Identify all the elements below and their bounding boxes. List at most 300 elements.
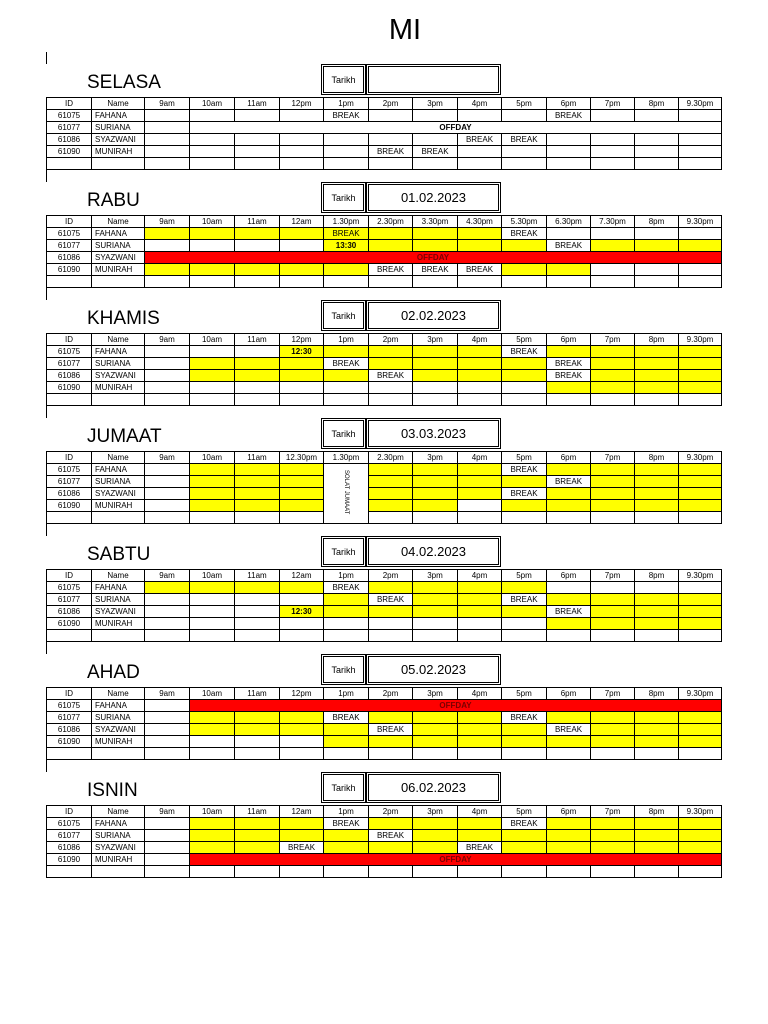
header-row — [47, 334, 722, 346]
offday-cell: OFFDAY — [145, 252, 722, 264]
shift-cell — [547, 618, 591, 630]
empty-cell — [502, 146, 547, 158]
staff-name: SYAZWANI — [92, 488, 145, 500]
table-row — [47, 830, 722, 842]
shift-cell — [547, 830, 591, 842]
column-header: 1pm — [324, 806, 369, 818]
empty-cell — [280, 240, 324, 252]
column-header: Name — [92, 334, 145, 346]
shift-cell — [235, 358, 280, 370]
table-row — [47, 264, 722, 276]
shift-cell — [190, 818, 235, 830]
table-row — [47, 382, 722, 394]
shift-cell — [324, 606, 369, 618]
column-header: 8pm — [635, 806, 679, 818]
empty-cell — [145, 358, 190, 370]
staff-name: MUNIRAH — [92, 264, 145, 276]
column-header: 5pm — [502, 688, 547, 700]
shift-cell — [635, 712, 679, 724]
empty-cell — [591, 866, 635, 878]
shift-cell — [369, 476, 413, 488]
empty-cell — [369, 110, 413, 122]
shift-cell — [547, 842, 591, 854]
day-name: AHAD — [87, 662, 140, 683]
column-header: 2pm — [369, 570, 413, 582]
day-name: SABTU — [87, 544, 151, 565]
shift-cell — [502, 358, 547, 370]
empty-cell — [47, 394, 92, 406]
empty-cell — [591, 158, 635, 170]
shift-cell — [235, 712, 280, 724]
table-row — [47, 228, 722, 240]
shift-cell — [679, 240, 722, 252]
column-header: 12.30pm — [280, 452, 324, 464]
date-field: 03.03.2023 — [366, 418, 501, 449]
column-header: 8pm — [635, 570, 679, 582]
shift-cell — [591, 830, 635, 842]
column-header: 5pm — [502, 452, 547, 464]
empty-cell — [458, 630, 502, 642]
empty-cell — [591, 276, 635, 288]
column-header: ID — [47, 452, 92, 464]
shift-cell — [235, 488, 280, 500]
empty-cell — [280, 748, 324, 760]
staff-name: SURIANA — [92, 712, 145, 724]
date-field: 04.02.2023 — [366, 536, 501, 567]
break-cell: BREAK — [324, 818, 369, 830]
empty-cell — [635, 134, 679, 146]
shift-cell — [635, 736, 679, 748]
column-header: 4pm — [458, 98, 502, 110]
date-field: 01.02.2023 — [366, 182, 501, 213]
table-row — [47, 582, 722, 594]
empty-cell — [145, 700, 190, 712]
shift-cell — [458, 346, 502, 358]
table-row — [47, 488, 722, 500]
shift-cell — [369, 712, 413, 724]
empty-cell — [369, 618, 413, 630]
empty-cell — [591, 630, 635, 642]
empty-cell — [547, 228, 591, 240]
empty-cell — [679, 630, 722, 642]
shift-cell — [458, 358, 502, 370]
shift-cell — [190, 370, 235, 382]
break-cell: BREAK — [369, 594, 413, 606]
shift-cell — [324, 736, 369, 748]
staff-name: SURIANA — [92, 594, 145, 606]
shift-cell — [413, 476, 458, 488]
solat-jumaat-cell — [324, 464, 369, 524]
empty-cell — [679, 748, 722, 760]
table-row — [47, 594, 722, 606]
staff-id: 61075 — [47, 582, 92, 594]
empty-cell — [145, 370, 190, 382]
empty-cell — [679, 276, 722, 288]
staff-id: 61086 — [47, 252, 92, 264]
empty-cell — [324, 146, 369, 158]
empty-cell — [679, 394, 722, 406]
column-header: 7pm — [591, 688, 635, 700]
empty-cell — [235, 512, 280, 524]
table-row — [47, 464, 722, 476]
shift-cell — [635, 724, 679, 736]
shift-cell — [190, 488, 235, 500]
shift-cell — [190, 830, 235, 842]
shift-cell — [679, 606, 722, 618]
column-header: 6pm — [547, 98, 591, 110]
shift-cell — [502, 370, 547, 382]
shift-cell — [679, 488, 722, 500]
staff-id: 61077 — [47, 712, 92, 724]
tarikh-label: Tarikh — [321, 654, 366, 685]
empty-cell — [190, 606, 235, 618]
shift-cell — [679, 370, 722, 382]
shift-cell — [635, 382, 679, 394]
empty-cell — [280, 276, 324, 288]
staff-name: SYAZWANI — [92, 606, 145, 618]
empty-cell — [235, 240, 280, 252]
empty-cell — [324, 134, 369, 146]
empty-cell — [145, 830, 190, 842]
margin-mark — [46, 52, 47, 64]
date-field: 06.02.2023 — [366, 772, 501, 803]
staff-name: SYAZWANI — [92, 370, 145, 382]
break-cell: BREAK — [547, 724, 591, 736]
column-header: 10am — [190, 216, 235, 228]
shift-cell — [280, 358, 324, 370]
empty-cell — [324, 382, 369, 394]
column-header: 4pm — [458, 570, 502, 582]
empty-cell — [635, 866, 679, 878]
staff-name: FAHANA — [92, 700, 145, 712]
empty-cell — [413, 748, 458, 760]
staff-name: MUNIRAH — [92, 382, 145, 394]
shift-cell — [547, 382, 591, 394]
shift-cell — [413, 228, 458, 240]
empty-cell — [235, 146, 280, 158]
empty-cell — [458, 512, 502, 524]
empty-cell — [369, 866, 413, 878]
blank-row — [47, 630, 722, 642]
table-row — [47, 842, 722, 854]
shift-cell — [635, 488, 679, 500]
break-cell: BREAK — [502, 818, 547, 830]
shift-cell — [324, 346, 369, 358]
empty-cell — [502, 866, 547, 878]
empty-cell — [190, 394, 235, 406]
column-header: 8pm — [635, 334, 679, 346]
empty-cell — [458, 276, 502, 288]
blank-row — [47, 866, 722, 878]
shift-cell — [635, 618, 679, 630]
header-row — [47, 688, 722, 700]
empty-cell — [635, 264, 679, 276]
shift-cell — [324, 370, 369, 382]
table-row — [47, 240, 722, 252]
shift-cell — [413, 594, 458, 606]
column-header: 7pm — [591, 570, 635, 582]
column-header: 2pm — [369, 806, 413, 818]
empty-cell — [591, 228, 635, 240]
break-cell: BREAK — [547, 476, 591, 488]
shift-cell — [502, 264, 547, 276]
shift-cell — [679, 830, 722, 842]
day-section-jumaat — [0, 406, 768, 536]
empty-cell — [591, 146, 635, 158]
header-row — [47, 806, 722, 818]
empty-cell — [235, 618, 280, 630]
start-time-cell: 12:30 — [280, 606, 324, 618]
column-header: 8pm — [635, 216, 679, 228]
empty-cell — [324, 158, 369, 170]
shift-cell — [591, 842, 635, 854]
column-header: 9am — [145, 334, 190, 346]
shift-cell — [547, 464, 591, 476]
schedule-table — [46, 97, 722, 170]
shift-cell — [458, 736, 502, 748]
break-cell: BREAK — [547, 606, 591, 618]
shift-cell — [502, 500, 547, 512]
table-row — [47, 618, 722, 630]
staff-name: SYAZWANI — [92, 724, 145, 736]
shift-cell — [458, 464, 502, 476]
shift-cell — [145, 228, 190, 240]
day-section-rabu — [0, 170, 768, 300]
column-header: 2.30pm — [369, 452, 413, 464]
day-section-khamis — [0, 288, 768, 418]
day-name: KHAMIS — [87, 308, 160, 329]
empty-cell — [679, 134, 722, 146]
column-header: ID — [47, 334, 92, 346]
shift-cell — [591, 488, 635, 500]
column-header: 10am — [190, 452, 235, 464]
start-time-cell: 12:30 — [280, 346, 324, 358]
staff-name: FAHANA — [92, 818, 145, 830]
shift-cell — [369, 582, 413, 594]
staff-id: 61075 — [47, 228, 92, 240]
empty-cell — [547, 748, 591, 760]
empty-cell — [145, 748, 190, 760]
shift-cell — [235, 500, 280, 512]
shift-cell — [591, 736, 635, 748]
empty-cell — [324, 276, 369, 288]
margin-mark — [46, 524, 47, 536]
shift-cell — [458, 818, 502, 830]
staff-id: 61075 — [47, 346, 92, 358]
empty-cell — [145, 382, 190, 394]
shift-cell — [591, 724, 635, 736]
column-header: 4pm — [458, 806, 502, 818]
empty-cell — [280, 866, 324, 878]
empty-cell — [547, 582, 591, 594]
staff-id: 61077 — [47, 240, 92, 252]
empty-cell — [280, 110, 324, 122]
column-header: 2pm — [369, 98, 413, 110]
schedule-table — [46, 451, 722, 524]
shift-cell — [547, 264, 591, 276]
empty-cell — [145, 724, 190, 736]
column-header: 1pm — [324, 98, 369, 110]
shift-cell — [369, 488, 413, 500]
empty-cell — [145, 512, 190, 524]
day-section-isnin — [0, 760, 768, 890]
empty-cell — [591, 134, 635, 146]
shift-cell — [369, 500, 413, 512]
column-header: 3pm — [413, 98, 458, 110]
shift-cell — [324, 264, 369, 276]
empty-cell — [591, 582, 635, 594]
column-header: 11am — [235, 570, 280, 582]
column-header: 5pm — [502, 570, 547, 582]
date-field: 05.02.2023 — [366, 654, 501, 685]
shift-cell — [502, 842, 547, 854]
staff-name: SYAZWANI — [92, 842, 145, 854]
empty-cell — [458, 618, 502, 630]
staff-id: 61086 — [47, 488, 92, 500]
empty-cell — [413, 110, 458, 122]
column-header: 1.30pm — [324, 216, 369, 228]
column-header: 1.30pm — [324, 452, 369, 464]
empty-cell — [145, 464, 190, 476]
shift-cell — [190, 724, 235, 736]
header-row — [47, 98, 722, 110]
staff-name: SYAZWANI — [92, 252, 145, 264]
empty-cell — [190, 346, 235, 358]
break-cell: BREAK — [413, 146, 458, 158]
shift-cell — [369, 346, 413, 358]
table-row — [47, 736, 722, 748]
column-header: 9am — [145, 98, 190, 110]
margin-mark — [46, 642, 47, 654]
empty-cell — [635, 228, 679, 240]
shift-cell — [280, 500, 324, 512]
empty-cell — [280, 394, 324, 406]
shift-cell — [679, 464, 722, 476]
column-header: 9am — [145, 216, 190, 228]
break-cell: BREAK — [458, 134, 502, 146]
empty-cell — [235, 736, 280, 748]
shift-cell — [502, 736, 547, 748]
shift-cell — [458, 240, 502, 252]
empty-cell — [92, 866, 145, 878]
shift-cell — [502, 476, 547, 488]
shift-cell — [502, 606, 547, 618]
shift-cell — [458, 488, 502, 500]
empty-cell — [679, 582, 722, 594]
empty-cell — [145, 606, 190, 618]
empty-cell — [369, 748, 413, 760]
shift-cell — [413, 606, 458, 618]
shift-cell — [502, 240, 547, 252]
empty-cell — [413, 134, 458, 146]
shift-cell — [280, 476, 324, 488]
empty-cell — [547, 158, 591, 170]
shift-cell — [369, 606, 413, 618]
empty-cell — [635, 110, 679, 122]
shift-cell — [235, 370, 280, 382]
empty-cell — [235, 346, 280, 358]
empty-cell — [145, 146, 190, 158]
shift-cell — [369, 358, 413, 370]
column-header: 9.30pm — [679, 98, 722, 110]
break-cell: BREAK — [502, 712, 547, 724]
empty-cell — [145, 122, 190, 134]
table-row — [47, 146, 722, 158]
empty-cell — [280, 618, 324, 630]
empty-cell — [92, 158, 145, 170]
blank-row — [47, 394, 722, 406]
day-name: ISNIN — [87, 780, 138, 801]
column-header: 3pm — [413, 452, 458, 464]
break-cell: BREAK — [502, 594, 547, 606]
solat-label: SOLAT JUMAAT — [343, 469, 349, 515]
empty-cell — [280, 594, 324, 606]
break-cell: BREAK — [324, 358, 369, 370]
staff-name: SURIANA — [92, 122, 145, 134]
day-section-selasa — [0, 52, 768, 182]
shift-cell — [458, 724, 502, 736]
empty-cell — [190, 158, 235, 170]
break-cell: BREAK — [369, 370, 413, 382]
column-header: 9.30pm — [679, 452, 722, 464]
shift-cell — [235, 264, 280, 276]
empty-cell — [190, 240, 235, 252]
column-header: 2pm — [369, 688, 413, 700]
shift-cell — [679, 500, 722, 512]
shift-cell — [502, 830, 547, 842]
empty-cell — [547, 276, 591, 288]
column-header: 8pm — [635, 452, 679, 464]
shift-cell — [280, 370, 324, 382]
empty-cell — [47, 866, 92, 878]
day-name: SELASA — [87, 72, 161, 93]
empty-cell — [413, 382, 458, 394]
column-header: 5pm — [502, 334, 547, 346]
break-cell: BREAK — [502, 464, 547, 476]
column-header: ID — [47, 98, 92, 110]
column-header: 5.30pm — [502, 216, 547, 228]
shift-cell — [635, 476, 679, 488]
shift-cell — [413, 358, 458, 370]
table-row — [47, 110, 722, 122]
shift-cell — [190, 712, 235, 724]
staff-id: 61090 — [47, 736, 92, 748]
shift-cell — [145, 582, 190, 594]
empty-cell — [413, 158, 458, 170]
shift-cell — [324, 830, 369, 842]
empty-cell — [635, 630, 679, 642]
shift-cell — [458, 582, 502, 594]
empty-cell — [547, 512, 591, 524]
shift-cell — [591, 500, 635, 512]
empty-cell — [502, 748, 547, 760]
column-header: 10am — [190, 334, 235, 346]
empty-cell — [145, 276, 190, 288]
shift-cell — [635, 594, 679, 606]
empty-cell — [235, 748, 280, 760]
shift-cell — [458, 830, 502, 842]
shift-cell — [413, 240, 458, 252]
column-header: 7.30pm — [591, 216, 635, 228]
table-row — [47, 370, 722, 382]
empty-cell — [591, 394, 635, 406]
empty-cell — [413, 866, 458, 878]
staff-id: 61075 — [47, 110, 92, 122]
empty-cell — [145, 712, 190, 724]
shift-cell — [190, 476, 235, 488]
shift-cell — [458, 228, 502, 240]
empty-cell — [47, 276, 92, 288]
